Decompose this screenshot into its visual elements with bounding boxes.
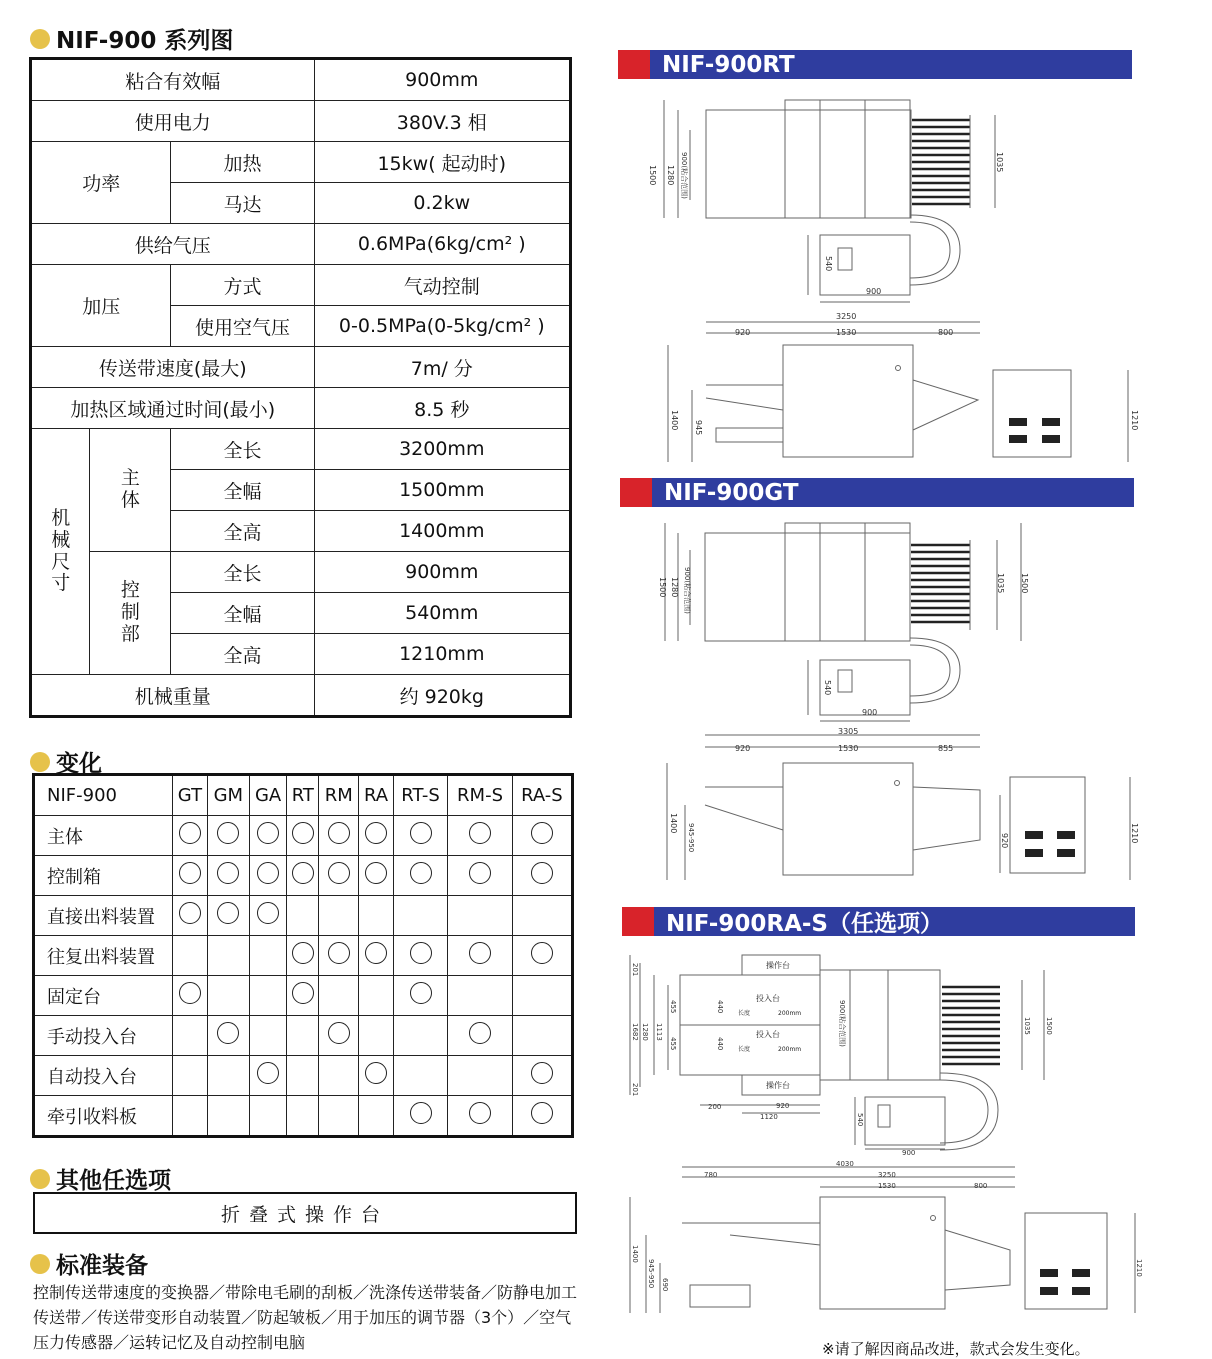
dim-label: 900 <box>862 708 878 717</box>
spec-label: 全高 <box>171 511 314 552</box>
variation-cell <box>173 856 208 896</box>
dim-label: 540 <box>824 256 833 272</box>
red-block <box>620 478 652 507</box>
circle-mark-icon <box>179 982 201 1004</box>
standard-heading <box>30 1247 148 1280</box>
variation-cell <box>359 816 394 856</box>
dim-label: 1500 <box>648 165 657 186</box>
spec-group-label <box>31 429 90 675</box>
variation-row-label: 直接出料装置 <box>34 896 173 936</box>
variation-column-header: RA-S <box>512 775 572 816</box>
red-block <box>618 50 650 79</box>
variation-cell <box>393 1056 447 1096</box>
circle-mark-icon <box>531 1102 553 1124</box>
spec-section-title: NIF-900 系列图 <box>56 28 234 54</box>
circle-mark-icon <box>328 1022 350 1044</box>
variation-cell <box>359 896 394 936</box>
variation-cell <box>448 1096 513 1137</box>
table-row <box>31 59 571 101</box>
spec-value: 约 920kg <box>314 675 570 717</box>
circle-mark-icon <box>328 822 350 844</box>
spec-value: 0.2kw <box>314 183 570 224</box>
dim-label: 1280 <box>666 165 675 186</box>
ctrl-label: 控制部 <box>120 579 140 645</box>
variation-cell <box>359 1016 394 1056</box>
circle-mark-icon <box>365 822 387 844</box>
variation-cell <box>207 816 249 856</box>
dim-label: 800 <box>974 1182 988 1190</box>
dim-label: 540 <box>856 1113 864 1127</box>
bullet-dot-icon <box>30 752 50 772</box>
circle-mark-icon <box>469 1022 491 1044</box>
circle-mark-icon <box>410 942 432 964</box>
circle-mark-icon <box>217 862 239 884</box>
variation-cell <box>512 976 572 1016</box>
dim-label: 长度 <box>738 1010 751 1017</box>
variation-cell <box>319 936 359 976</box>
variation-cell <box>319 816 359 856</box>
circle-mark-icon <box>469 822 491 844</box>
variation-cell <box>287 1056 319 1096</box>
spec-label: 马达 <box>171 183 314 224</box>
circle-mark-icon <box>292 942 314 964</box>
dim-label: 200mm <box>778 1010 802 1017</box>
circle-mark-icon <box>257 1062 279 1084</box>
circle-mark-icon <box>365 862 387 884</box>
spec-label: 使用空气压 <box>171 306 314 347</box>
table-row <box>31 388 571 429</box>
variation-cell <box>512 856 572 896</box>
table-row <box>31 552 571 593</box>
dim-label: 920 <box>1000 833 1009 849</box>
var-section-title: 变化 <box>56 751 102 777</box>
variation-cell <box>359 1096 394 1137</box>
dim-label: 945-950 <box>687 823 695 853</box>
spec-label: 传送带速度(最大) <box>31 347 315 388</box>
dim-label: 投入台 <box>756 994 780 1003</box>
dim-label: 200 <box>708 1103 722 1111</box>
footnote: ※请了解因商品改进，款式会发生变化。 <box>822 1340 1090 1358</box>
dim-label: 操作台 <box>766 1081 790 1090</box>
spec-label: 机械重量 <box>31 675 315 717</box>
variation-cell <box>448 976 513 1016</box>
variation-cell <box>393 856 447 896</box>
dim-label: 1210 <box>1135 1259 1143 1277</box>
variation-cell <box>359 856 394 896</box>
circle-mark-icon <box>365 1062 387 1084</box>
body-label: 主体 <box>120 467 140 511</box>
table-row <box>31 224 571 265</box>
variation-cell <box>249 856 287 896</box>
variation-cell <box>319 896 359 936</box>
dim-label: 945 <box>694 420 703 436</box>
variation-cell <box>319 976 359 1016</box>
circle-mark-icon <box>410 1102 432 1124</box>
dim-label: 855 <box>938 744 954 753</box>
dim-label: 1500 <box>658 577 667 598</box>
variation-cell <box>173 1016 208 1056</box>
dim-label: 1120 <box>760 1113 778 1121</box>
variation-cell <box>512 816 572 856</box>
variation-cell <box>512 936 572 976</box>
variation-column-header: RM <box>319 775 359 816</box>
circle-mark-icon <box>328 942 350 964</box>
spec-subgroup-label <box>90 429 171 552</box>
spec-value: 1500mm <box>314 470 570 511</box>
table-row <box>34 976 573 1016</box>
variation-column-header: GM <box>207 775 249 816</box>
dim-label: 920 <box>735 744 751 753</box>
variation-cell <box>207 1056 249 1096</box>
gt-drawing <box>645 515 1150 895</box>
dim-label: 1500 <box>1045 1017 1053 1035</box>
dim-label: 900 <box>902 1149 916 1157</box>
bullet-dot-icon <box>30 1169 50 1189</box>
table-row <box>34 816 573 856</box>
variation-column-header: RT <box>287 775 319 816</box>
variation-cell <box>287 856 319 896</box>
spec-value: 7m/ 分 <box>314 347 570 388</box>
spec-label: 加热区域通过时间(最小) <box>31 388 315 429</box>
circle-mark-icon <box>531 862 553 884</box>
variation-cell <box>249 1016 287 1056</box>
variation-cell <box>173 896 208 936</box>
spec-label: 全幅 <box>171 593 314 634</box>
spec-label: 全长 <box>171 429 314 470</box>
variation-cell <box>512 1056 572 1096</box>
table-row <box>31 142 571 183</box>
variation-cell <box>359 936 394 976</box>
spec-value: 380V.3 相 <box>314 101 570 142</box>
dim-label: 3305 <box>838 727 859 736</box>
variation-cell <box>207 1096 249 1137</box>
spec-value: 3200mm <box>314 429 570 470</box>
spec-section-heading <box>30 22 233 55</box>
variation-row-label: 牵引收料板 <box>34 1096 173 1137</box>
spec-value: 0-0.5MPa(0-5kg/cm² ) <box>314 306 570 347</box>
table-row <box>34 856 573 896</box>
dim-label: 201 <box>631 963 639 977</box>
circle-mark-icon <box>292 822 314 844</box>
variation-cell <box>287 896 319 936</box>
standard-text: 控制传送带速度的变换器／带除电毛刷的刮板／洗涤传送带装备／防静电加工传送带／传送带变形自动装置／防起皱板／用于加压的调节器（3个）／空气压力传感器／运转记忆及自动控制电脑 <box>33 1283 578 1352</box>
spec-subgroup-label <box>90 552 171 675</box>
variation-row-label: 往复出料装置 <box>34 936 173 976</box>
dim-label: 900(粘合范围) <box>680 152 688 199</box>
circle-mark-icon <box>257 822 279 844</box>
variation-cell <box>287 816 319 856</box>
variation-row-label: 主体 <box>34 816 173 856</box>
variation-row-label: 自动投入台 <box>34 1056 173 1096</box>
spec-value: 900mm <box>314 59 570 101</box>
dim-label: 3250 <box>836 312 857 321</box>
dim-label: 800 <box>938 328 954 337</box>
dim-label: 1400 <box>670 410 679 431</box>
spec-label: 供给气压 <box>31 224 315 265</box>
table-row <box>31 347 571 388</box>
spec-label: 粘合有效幅 <box>31 59 315 101</box>
variation-cell <box>319 1016 359 1056</box>
variation-cell <box>512 1096 572 1137</box>
ras-drawing <box>620 945 1150 1330</box>
spec-label: 方式 <box>171 265 314 306</box>
dim-label: 1280 <box>641 1023 649 1041</box>
circle-mark-icon <box>292 982 314 1004</box>
circle-mark-icon <box>217 822 239 844</box>
variation-column-header: RT-S <box>393 775 447 816</box>
dim-label: 长度 <box>738 1046 751 1053</box>
variation-cell <box>448 936 513 976</box>
variation-cell <box>249 1096 287 1137</box>
variation-cell <box>249 896 287 936</box>
red-block <box>622 907 654 936</box>
variation-column-header: RM-S <box>448 775 513 816</box>
variation-column-header: RA <box>359 775 394 816</box>
variation-cell <box>319 856 359 896</box>
dim-label: 4030 <box>836 1160 854 1168</box>
bullet-dot-icon <box>30 29 50 49</box>
circle-mark-icon <box>469 862 491 884</box>
dim-label: 1210 <box>1130 823 1139 844</box>
dim-label: 1210 <box>1130 410 1139 431</box>
spec-label: 加热 <box>171 142 314 183</box>
variation-cell <box>287 1016 319 1056</box>
variation-cell <box>319 1096 359 1137</box>
variation-cell <box>393 816 447 856</box>
circle-mark-icon <box>292 862 314 884</box>
spec-value: 540mm <box>314 593 570 634</box>
ras-title-band <box>622 907 1135 936</box>
variation-cell <box>173 816 208 856</box>
dim-label: 投入台 <box>756 1030 780 1039</box>
circle-mark-icon <box>217 1022 239 1044</box>
variation-cell <box>448 896 513 936</box>
dim-label: 920 <box>776 1102 790 1110</box>
dim-label: 900(粘合范围) <box>683 567 691 614</box>
variation-cell <box>173 936 208 976</box>
variation-cell <box>448 1056 513 1096</box>
table-row <box>34 896 573 936</box>
circle-mark-icon <box>469 1102 491 1124</box>
variation-cell <box>207 976 249 1016</box>
table-row <box>31 265 571 306</box>
circle-mark-icon <box>257 902 279 924</box>
circle-mark-icon <box>531 822 553 844</box>
variation-row-label: 固定台 <box>34 976 173 1016</box>
dim-label: 1530 <box>836 328 857 337</box>
circle-mark-icon <box>410 982 432 1004</box>
dim-label: 1500 <box>1020 573 1029 594</box>
variation-cell <box>207 856 249 896</box>
spec-value: 0.6MPa(6kg/cm² ) <box>314 224 570 265</box>
variation-cell <box>207 1016 249 1056</box>
variation-cell <box>287 976 319 1016</box>
dim-label: 455 <box>669 1037 677 1051</box>
spec-label: 全高 <box>171 634 314 675</box>
dim-label: 1035 <box>995 152 1004 173</box>
variation-cell <box>249 936 287 976</box>
dim-label: 1400 <box>669 813 678 834</box>
dim-label: 200mm <box>778 1046 802 1053</box>
rt-drawing <box>640 90 1160 470</box>
dim-label: 440 <box>716 1000 724 1014</box>
variation-cell <box>512 896 572 936</box>
variation-cell <box>319 1056 359 1096</box>
standard-title: 标准装备 <box>56 1253 148 1279</box>
variation-cell <box>249 976 287 1016</box>
variation-row-label: 控制箱 <box>34 856 173 896</box>
dim-label: 920 <box>735 328 751 337</box>
dim-label: 440 <box>716 1037 724 1051</box>
spec-table <box>29 57 572 718</box>
rt-title: NIF-900RT <box>650 50 1132 79</box>
variation-cell <box>207 896 249 936</box>
variation-cell <box>287 1096 319 1137</box>
dim-label: 900 <box>866 287 882 296</box>
dim-label: 540 <box>823 680 832 696</box>
dim-label: 1400 <box>631 1245 639 1263</box>
spec-value: 15kw( 起动时) <box>314 142 570 183</box>
spec-group-label: 加压 <box>31 265 171 347</box>
option-item-box: 折叠式操作台 <box>33 1192 577 1234</box>
spec-label: 全长 <box>171 552 314 593</box>
circle-mark-icon <box>328 862 350 884</box>
variation-cell <box>173 976 208 1016</box>
variation-column-header: GT <box>173 775 208 816</box>
variation-cell <box>393 936 447 976</box>
dim-label: 1280 <box>670 577 679 598</box>
dim-label: 3250 <box>878 1171 896 1179</box>
variation-row-label: 手动投入台 <box>34 1016 173 1056</box>
dim-label: 690 <box>661 1278 669 1292</box>
spec-group-label: 功率 <box>31 142 171 224</box>
circle-mark-icon <box>531 942 553 964</box>
ras-title: NIF-900RA-S（任选项） <box>654 907 1135 936</box>
dim-label: 1035 <box>1023 1017 1031 1035</box>
spec-value: 8.5 秒 <box>314 388 570 429</box>
dim-label: 操作台 <box>766 961 790 970</box>
variation-cell <box>512 1016 572 1056</box>
dim-label: 1113 <box>655 1023 663 1041</box>
variation-cell <box>359 1056 394 1096</box>
bullet-dot-icon <box>30 1254 50 1274</box>
gt-title-band <box>620 478 1134 507</box>
variation-cell <box>393 1016 447 1056</box>
table-row <box>34 1056 573 1096</box>
variation-cell <box>393 896 447 936</box>
circle-mark-icon <box>257 862 279 884</box>
table-row <box>34 936 573 976</box>
variation-cell <box>287 936 319 976</box>
table-row <box>31 675 571 717</box>
variation-column-header: GA <box>249 775 287 816</box>
spec-value: 900mm <box>314 552 570 593</box>
circle-mark-icon <box>179 822 201 844</box>
variation-cell <box>448 856 513 896</box>
circle-mark-icon <box>469 942 491 964</box>
options-title: 其他任选项 <box>56 1168 171 1194</box>
dim-label: 机械尺寸 <box>51 506 71 595</box>
variation-cell <box>448 816 513 856</box>
variation-cell <box>173 1096 208 1137</box>
variation-table <box>32 773 574 1138</box>
dim-label: 900(粘合范围) <box>838 1000 846 1047</box>
spec-label: 使用电力 <box>31 101 315 142</box>
dim-label: 1530 <box>878 1182 896 1190</box>
circle-mark-icon <box>179 902 201 924</box>
spec-value: 气动控制 <box>314 265 570 306</box>
circle-mark-icon <box>531 1062 553 1084</box>
circle-mark-icon <box>179 862 201 884</box>
table-header-row <box>34 775 573 816</box>
dim-label: 1035 <box>996 573 1005 594</box>
spec-label: 全幅 <box>171 470 314 511</box>
circle-mark-icon <box>217 902 239 924</box>
circle-mark-icon <box>365 942 387 964</box>
variation-cell <box>393 1096 447 1137</box>
dim-label: 1530 <box>838 744 859 753</box>
table-row <box>31 101 571 142</box>
table-row <box>34 1096 573 1137</box>
variation-cell <box>249 816 287 856</box>
circle-mark-icon <box>410 822 432 844</box>
table-row <box>34 1016 573 1056</box>
spec-value: 1210mm <box>314 634 570 675</box>
options-heading <box>30 1162 171 1195</box>
rt-title-band <box>618 50 1132 79</box>
variation-cell <box>448 1016 513 1056</box>
dim-label: 780 <box>704 1171 718 1179</box>
variation-model-header: NIF-900 <box>34 775 173 816</box>
variation-cell <box>173 1056 208 1096</box>
dim-label: 1682 <box>631 1023 639 1041</box>
variation-cell <box>249 1056 287 1096</box>
circle-mark-icon <box>410 862 432 884</box>
dim-label: 201 <box>631 1083 639 1097</box>
dim-label: 945-950 <box>647 1259 655 1289</box>
dim-label: 455 <box>669 1000 677 1014</box>
spec-value: 1400mm <box>314 511 570 552</box>
variation-cell <box>359 976 394 1016</box>
gt-title: NIF-900GT <box>652 478 1134 507</box>
table-row <box>31 429 571 470</box>
variation-cell <box>393 976 447 1016</box>
variation-cell <box>207 936 249 976</box>
